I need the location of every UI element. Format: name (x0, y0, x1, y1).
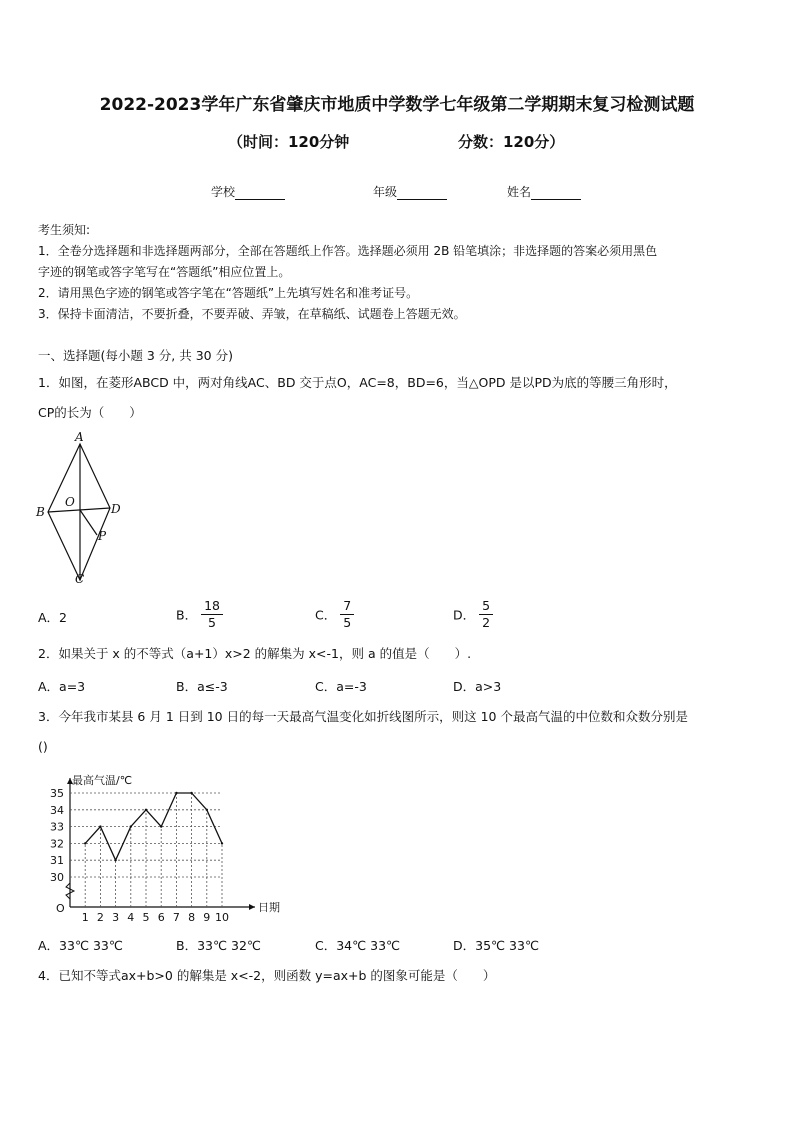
name-label: 姓名 (507, 185, 532, 199)
x-tick-label: 4 (127, 911, 135, 924)
name-field (507, 183, 581, 200)
grade-field (373, 183, 447, 200)
q2-option-c[interactable]: C．a=-3 (315, 679, 367, 694)
x-tick-label: 10 (215, 911, 229, 924)
diagonal-bd (48, 508, 110, 512)
q3-option-c[interactable]: C．34℃ 33℃ (315, 938, 401, 953)
fraction-denominator: 5 (343, 615, 352, 630)
grade-blank[interactable] (397, 187, 447, 200)
fraction-denominator: 2 (482, 615, 491, 630)
vertex-label-c: C (75, 572, 85, 586)
fraction-numerator: 5 (479, 598, 493, 615)
q3-option-a[interactable]: A．33℃ 33℃ (38, 938, 123, 953)
y-tick-label: 32 (50, 837, 64, 851)
data-point (99, 825, 101, 827)
notice-block (38, 220, 758, 325)
school-blank[interactable] (235, 187, 285, 200)
notice-item: 3．保持卡面清洁，不要折叠，不要弄破、弄皱，在草稿纸、试题卷上答题无效。 (38, 307, 466, 321)
q1-option-d-label: D． (453, 607, 476, 623)
school-label: 学校 (211, 185, 236, 199)
fraction-numerator: 18 (201, 598, 223, 615)
q1-option-c[interactable] (315, 598, 354, 631)
data-point (84, 842, 86, 844)
q1-text-line1: 1．如图，在菱形ABCD 中，两对角线AC、BD 交于点O，AC=8，BD=6，当△OPD 是以PD为底的等腰三角形时， (38, 375, 677, 390)
x-tick-label: 3 (112, 911, 120, 924)
x-tick-label: 9 (203, 911, 211, 924)
x-axis-arrow (249, 904, 255, 910)
school-field (211, 183, 285, 200)
point-label-p: P (98, 529, 107, 543)
exam-time: （时间：120分钟 (228, 133, 350, 151)
page-title: 2022-2023学年广东省肇庆市地质中学数学七年级第二学期期末复习检测试题 (99, 95, 695, 115)
q1-option-c-fraction (340, 598, 354, 631)
data-point (206, 809, 208, 811)
vertex-label-b: B (36, 505, 45, 519)
q2-text: 2．如果关于 x 的不等式（a+1）x>2 的解集为 x<-1，则 a 的值是（ ）. (38, 646, 472, 661)
data-point (130, 825, 132, 827)
x-axis-label: 日期 (258, 901, 280, 914)
q1-option-b[interactable] (176, 598, 223, 631)
section-heading: 一、选择题(每小题 3 分, 共 30 分) (38, 348, 233, 363)
notice-heading: 考生须知: (38, 223, 91, 237)
y-tick-label: 30 (50, 871, 64, 884)
exam-score: 分数：120分） (458, 133, 565, 151)
q1-option-b-fraction (201, 598, 223, 631)
y-tick-label: 35 (50, 787, 64, 800)
data-point (190, 792, 192, 794)
q1-option-c-label: C． (315, 607, 337, 623)
data-point (175, 792, 177, 794)
q1-option-a[interactable]: A．2 (38, 610, 68, 625)
q2-option-b[interactable]: B．a≤-3 (176, 679, 228, 694)
notice-item: 2．请用黑色字迹的钢笔或答字笔在“答题纸”上先填写姓名和准考证号。 (38, 286, 419, 300)
q1-option-d[interactable] (453, 598, 493, 631)
q3-text-line2: () (38, 739, 48, 754)
y-tick-label: 31 (50, 854, 64, 868)
rhombus-figure (34, 430, 124, 590)
fraction-denominator: 5 (208, 615, 216, 630)
y-tick-label: 33 (50, 820, 64, 834)
q2-option-d[interactable]: D．a>3 (453, 679, 502, 694)
point-label-o: O (65, 495, 75, 509)
series-line-temperature (85, 793, 222, 860)
data-point (145, 809, 147, 811)
temperature-line-chart (30, 770, 290, 925)
data-point (114, 859, 116, 861)
data-point (221, 842, 223, 844)
x-tick-label: 6 (157, 911, 165, 924)
q1-option-b-label: B． (176, 607, 198, 623)
x-tick-label: 7 (172, 911, 180, 924)
segment-op (80, 510, 97, 535)
q1-option-d-fraction (479, 598, 493, 631)
x-tick-label: 1 (81, 911, 89, 924)
q3-option-b[interactable]: B．33℃ 32℃ (176, 938, 261, 953)
grade-label: 年级 (373, 185, 398, 199)
fraction-numerator: 7 (340, 598, 354, 615)
y-axis-label: 最高气温/℃ (72, 774, 133, 787)
q1-text-line2: CP的长为（ ） (38, 405, 142, 420)
x-tick-label: 8 (188, 911, 196, 924)
notice-item: 字迹的钢笔或答字笔写在“答题纸”相应位置上。 (38, 265, 291, 279)
vertex-label-d: D (111, 502, 121, 516)
data-point (160, 825, 162, 827)
q3-option-d[interactable]: D．35℃ 33℃ (453, 938, 539, 953)
vertex-label-a: A (75, 430, 84, 444)
q3-text-line1: 3．今年我市某县 6 月 1 日到 10 日的每一天最高气温变化如折线图所示，则这 10 个最高气温的中位数和众数分别是 (38, 709, 688, 724)
y-tick-label: 34 (50, 803, 64, 817)
x-tick-label: 2 (96, 911, 104, 924)
origin-label: O (56, 902, 65, 915)
x-tick-label: 5 (142, 911, 150, 924)
notice-item: 1．全卷分选择题和非选择题两部分，全部在答题纸上作答。选择题必须用 2B 铅笔填涂；非选择题的答案必须用黑色 (38, 244, 658, 258)
q4-text: 4．已知不等式ax+b>0 的解集是 x<-2，则函数 y=ax+b 的图象可能是（ ） (38, 968, 496, 983)
q2-option-a[interactable]: A．a=3 (38, 679, 86, 694)
name-blank[interactable] (531, 187, 581, 200)
